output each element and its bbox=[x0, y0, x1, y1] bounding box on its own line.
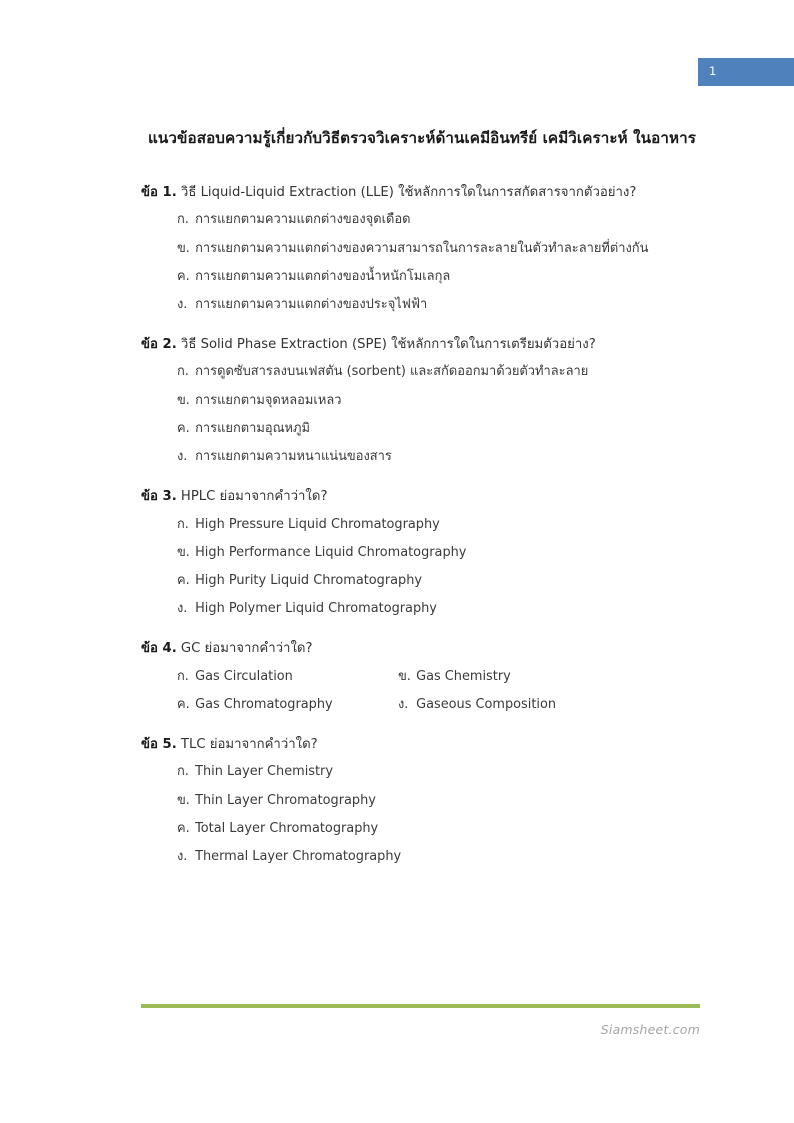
choice-text: Gaseous Composition bbox=[416, 696, 557, 712]
question-text: วิธี Solid Phase Extraction (SPE) ใช้หลักการใดในการเตรียมตัวอย่าง? bbox=[180, 336, 596, 352]
choice-key: ง. bbox=[177, 296, 188, 312]
choice-key: ข. bbox=[177, 240, 190, 256]
question-block bbox=[141, 735, 700, 867]
choice-list bbox=[141, 363, 700, 466]
question-text: วิธี Liquid-Liquid Extraction (LLE) ใช้หลักการใดในการสกัดสารจากตัวอย่าง? bbox=[180, 184, 637, 200]
choice-text: High Pressure Liquid Chromatography bbox=[195, 516, 440, 532]
document-body bbox=[141, 128, 700, 887]
question-line bbox=[141, 735, 700, 755]
choice-text: High Performance Liquid Chromatography bbox=[195, 544, 467, 560]
choice-key: ค. bbox=[177, 420, 190, 436]
choice-key: ก. bbox=[177, 516, 189, 532]
choice-option[interactable] bbox=[177, 792, 700, 811]
choice-option[interactable] bbox=[177, 420, 700, 439]
choice-text: Gas Chemistry bbox=[416, 668, 511, 684]
question-line bbox=[141, 487, 700, 507]
choice-option[interactable] bbox=[177, 516, 700, 535]
choice-key: ข. bbox=[177, 544, 190, 560]
choice-option[interactable] bbox=[177, 544, 700, 563]
choice-list bbox=[141, 668, 700, 715]
choice-key: ง. bbox=[177, 601, 188, 617]
choice-option[interactable] bbox=[177, 392, 700, 411]
choice-text: การแยกตามความแตกต่างของประจุไฟฟ้า bbox=[195, 296, 428, 312]
choice-list bbox=[141, 763, 700, 866]
choice-list bbox=[141, 516, 700, 619]
choice-text: Gas Chromatography bbox=[195, 696, 333, 712]
choice-text: Thin Layer Chromatography bbox=[195, 792, 376, 808]
choice-text: การแยกตามอุณหภูมิ bbox=[195, 420, 311, 436]
choice-key: ค. bbox=[177, 820, 190, 836]
choice-key: ก. bbox=[177, 764, 189, 780]
choice-key: ค. bbox=[177, 696, 190, 712]
choice-text: Thin Layer Chemistry bbox=[195, 764, 333, 780]
choice-option[interactable] bbox=[177, 763, 700, 782]
choice-option[interactable] bbox=[398, 668, 700, 687]
choice-list bbox=[141, 211, 700, 314]
choice-text: การแยกตามความแตกต่างของน้ำหนักโมเลกุล bbox=[195, 268, 451, 284]
question-label: ข้อ 3. bbox=[141, 488, 177, 504]
choice-key: ข. bbox=[398, 668, 411, 684]
choice-key: ก. bbox=[177, 212, 189, 228]
question-label: ข้อ 4. bbox=[141, 640, 177, 656]
choice-key: ง. bbox=[177, 848, 188, 864]
choice-text: การแยกตามความหนาแน่นของสาร bbox=[195, 449, 392, 465]
question-line bbox=[141, 639, 700, 659]
choice-option[interactable] bbox=[177, 600, 700, 619]
question-block bbox=[141, 639, 700, 715]
choice-option[interactable] bbox=[177, 820, 700, 839]
choice-option[interactable] bbox=[177, 448, 700, 467]
choice-option[interactable] bbox=[177, 696, 398, 715]
page-number: 1 bbox=[709, 64, 717, 79]
question-line bbox=[141, 183, 700, 203]
choice-text: High Purity Liquid Chromatography bbox=[195, 572, 423, 588]
choice-option[interactable] bbox=[177, 363, 700, 382]
choice-option[interactable] bbox=[177, 268, 700, 287]
question-label: ข้อ 1. bbox=[141, 184, 177, 200]
question-label: ข้อ 5. bbox=[141, 736, 177, 752]
page-number-box bbox=[698, 58, 794, 86]
choice-key: ข. bbox=[177, 792, 190, 808]
question-text: GC ย่อมาจากคำว่าใด? bbox=[180, 640, 313, 656]
choice-text: High Polymer Liquid Chromatography bbox=[195, 601, 437, 617]
choice-key: ค. bbox=[177, 572, 190, 588]
question-list bbox=[141, 183, 700, 867]
choice-key: ง. bbox=[177, 449, 188, 465]
question-text: TLC ย่อมาจากคำว่าใด? bbox=[180, 736, 318, 752]
footer-watermark: Siamsheet.com bbox=[600, 1022, 700, 1037]
choice-option[interactable] bbox=[177, 848, 700, 867]
choice-option[interactable] bbox=[177, 240, 700, 259]
choice-text: การแยกตามความแตกต่างของจุดเดือด bbox=[195, 212, 411, 228]
choice-text: Total Layer Chromatography bbox=[195, 820, 379, 836]
choice-text: การแยกตามความแตกต่างของความสามารถในการละลายในตัวทำละลายที่ต่างกัน bbox=[195, 240, 649, 256]
page-title: แนวข้อสอบความรู้เกี่ยวกับวิธีตรวจวิเคราะห์ด้านเคมีอินทรีย์ เคมีวิเคราะห์ ในอาหาร bbox=[148, 129, 696, 147]
choice-key: ก. bbox=[177, 364, 189, 380]
question-block bbox=[141, 487, 700, 619]
choice-option[interactable] bbox=[177, 211, 700, 230]
footer-divider bbox=[141, 1004, 700, 1008]
choice-key: ข. bbox=[177, 392, 190, 408]
question-line bbox=[141, 335, 700, 355]
choice-option[interactable] bbox=[177, 572, 700, 591]
choice-text: การดูดซับสารลงบนเฟสตัน (sorbent) และสกัดออกมาด้วยตัวทำละลาย bbox=[195, 364, 589, 380]
question-block bbox=[141, 335, 700, 467]
choice-option[interactable] bbox=[398, 696, 700, 715]
choice-text: Thermal Layer Chromatography bbox=[195, 848, 402, 864]
choice-key: ง. bbox=[398, 696, 409, 712]
question-text: HPLC ย่อมาจากคำว่าใด? bbox=[180, 488, 328, 504]
page-header bbox=[0, 0, 794, 120]
choice-option[interactable] bbox=[177, 668, 398, 687]
question-label: ข้อ 2. bbox=[141, 336, 177, 352]
choice-key: ก. bbox=[177, 668, 189, 684]
page-footer bbox=[141, 1004, 700, 1037]
choice-text: Gas Circulation bbox=[195, 668, 293, 684]
choice-option[interactable] bbox=[177, 296, 700, 315]
choice-key: ค. bbox=[177, 268, 190, 284]
question-block bbox=[141, 183, 700, 315]
choice-text: การแยกตามจุดหลอมเหลว bbox=[195, 392, 342, 408]
